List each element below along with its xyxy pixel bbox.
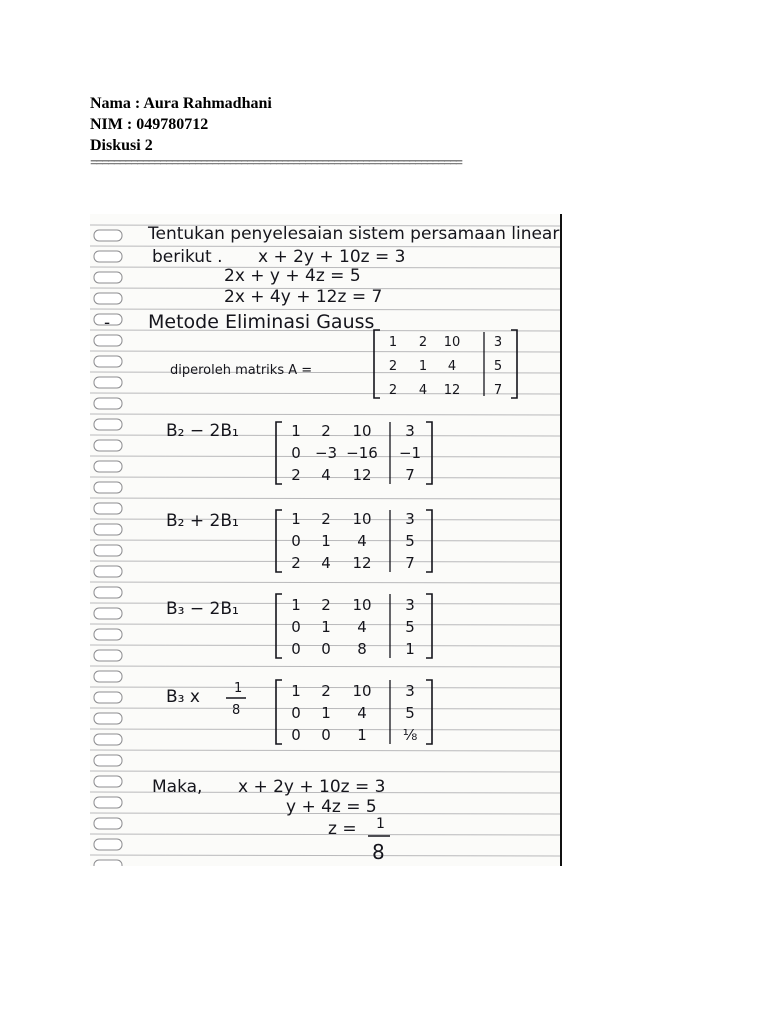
binder-hole <box>94 734 122 745</box>
notebook-drawing <box>90 214 560 866</box>
ruled-line <box>90 498 560 499</box>
matrix-cell: 1 <box>321 704 331 722</box>
binder-hole <box>94 692 122 703</box>
binder-hole <box>94 335 122 346</box>
step-4-operation: B₃ x <box>166 687 200 707</box>
matrix-cell: 1 <box>291 596 301 614</box>
matrix-cell: 1 <box>321 618 331 636</box>
matrix-cell: 5 <box>405 704 415 722</box>
notebook-page-photo <box>90 214 562 866</box>
binder-hole <box>94 713 122 724</box>
binder-hole <box>94 587 122 598</box>
binder-hole <box>94 797 122 808</box>
matrix-cell: 7 <box>405 466 415 484</box>
matrix-cell: 1 <box>291 682 301 700</box>
matrix-cell: 1 <box>388 335 398 350</box>
ruled-line <box>90 414 560 415</box>
ruled-line <box>90 771 560 772</box>
result-equation-1: x + 2y + 10z = 3 <box>238 777 386 797</box>
binder-hole <box>94 545 122 556</box>
step-2-operation: B₂ + 2B₁ <box>166 511 239 531</box>
ruled-line <box>90 666 560 667</box>
separator-line: ================================================================ <box>90 156 461 171</box>
matrix-cell: 10 <box>352 510 372 528</box>
matrix-cell: 4 <box>321 554 331 572</box>
student-name: Nama : Aura Rahmadhani <box>90 95 272 112</box>
matrix-cell: 0 <box>291 444 301 462</box>
binder-hole <box>94 272 122 283</box>
ruled-line <box>90 309 560 310</box>
binder-hole <box>94 671 122 682</box>
result-fraction <box>368 816 390 864</box>
matrix-a <box>374 330 517 398</box>
matrix-cell: 10 <box>352 422 372 440</box>
matrix-cell: 0 <box>291 618 301 636</box>
matrix-cell: 5 <box>493 359 503 374</box>
matrix-cell: 2 <box>291 554 301 572</box>
matrix-cell: 2 <box>321 422 331 440</box>
step-1-cells <box>291 422 421 484</box>
step-4-cells <box>291 682 417 744</box>
step-4-fraction <box>226 681 246 718</box>
matrix-cell: 7 <box>405 554 415 572</box>
matrix-cell: 12 <box>443 383 461 398</box>
matrix-cell: 3 <box>405 682 415 700</box>
step-3-matrix <box>276 594 432 658</box>
matrix-cell: 2 <box>291 466 301 484</box>
step-3-cells <box>291 596 415 658</box>
equation-2: 2x + y + 4z = 5 <box>224 266 361 286</box>
ruled-line <box>90 351 560 352</box>
intro-line-2: berikut . <box>152 247 223 267</box>
matrix-cell: 2 <box>418 335 428 350</box>
student-nim: NIM : 049780712 <box>90 116 209 133</box>
ruled-line <box>90 372 560 373</box>
discussion-title: Diskusi 2 <box>90 137 153 154</box>
matrix-cell: 5 <box>405 532 415 550</box>
equation-1: x + 2y + 10z = 3 <box>258 247 406 267</box>
binder-hole <box>94 629 122 640</box>
binder-hole <box>94 818 122 829</box>
ruled-line <box>90 750 560 751</box>
matrix-cell: 2 <box>388 383 398 398</box>
result-label: Maka, <box>152 777 203 797</box>
step-4-matrix <box>276 680 432 744</box>
binder-hole <box>94 776 122 787</box>
matrix-cell: 5 <box>405 618 415 636</box>
binder-hole <box>94 482 122 493</box>
matrix-cell: 4 <box>357 704 367 722</box>
ruled-line <box>90 834 560 835</box>
ruled-line <box>90 855 560 856</box>
matrix-cell: 1 <box>418 359 428 374</box>
binder-hole <box>94 293 122 304</box>
matrix-cell: 0 <box>291 532 301 550</box>
matrix-cell: 10 <box>352 596 372 614</box>
step-1-matrix <box>276 422 432 484</box>
method-bullet: - <box>104 313 111 333</box>
matrix-cell: −3 <box>314 444 338 462</box>
document-header <box>90 93 690 172</box>
step-1-operation: B₂ − 2B₁ <box>166 421 239 441</box>
matrix-cell: −16 <box>346 444 378 462</box>
binder-hole <box>94 398 122 409</box>
matrix-intro: diperoleh matriks A = <box>170 363 313 378</box>
binder-hole <box>94 461 122 472</box>
matrix-cell: 3 <box>405 422 415 440</box>
matrix-cell: 4 <box>357 532 367 550</box>
matrix-cell: 1 <box>357 726 367 744</box>
matrix-cell: 2 <box>321 596 331 614</box>
matrix-cell: 4 <box>357 618 367 636</box>
matrix-cell: 10 <box>443 335 461 350</box>
matrix-cell: 1 <box>291 510 301 528</box>
binder-hole <box>94 650 122 661</box>
matrix-cell: ⅛ <box>402 726 418 744</box>
matrix-cell: 12 <box>352 554 372 572</box>
matrix-cell: 1 <box>321 532 331 550</box>
result-fraction-numerator: 1 <box>376 816 385 832</box>
binder-hole <box>94 440 122 451</box>
matrix-cell: 2 <box>388 359 398 374</box>
binder-hole <box>94 860 122 866</box>
matrix-cell: 0 <box>321 640 331 658</box>
matrix-cell: 1 <box>405 640 415 658</box>
binder-hole <box>94 566 122 577</box>
binder-hole <box>94 839 122 850</box>
binder-hole <box>94 419 122 430</box>
equation-3: 2x + 4y + 12z = 7 <box>224 287 383 307</box>
matrix-cell: 0 <box>321 726 331 744</box>
step-4-fraction-numerator: 1 <box>234 681 243 696</box>
matrix-a-cells <box>389 335 502 398</box>
step-3-operation: B₃ − 2B₁ <box>166 599 239 619</box>
matrix-cell: 3 <box>405 510 415 528</box>
binder-hole <box>94 251 122 262</box>
matrix-cell: 0 <box>291 726 301 744</box>
matrix-cell: 7 <box>493 383 503 398</box>
matrix-cell: 4 <box>447 359 457 374</box>
ruled-line <box>90 393 560 394</box>
result-fraction-denominator: 8 <box>372 840 385 864</box>
step-4-fraction-denominator: 8 <box>232 703 241 718</box>
matrix-cell: 2 <box>321 510 331 528</box>
binder-hole <box>94 377 122 388</box>
binder-hole <box>94 755 122 766</box>
matrix-cell: 12 <box>352 466 372 484</box>
binder-hole <box>94 503 122 514</box>
matrix-cell: 8 <box>357 640 367 658</box>
binder-hole <box>94 356 122 367</box>
result-equation-2: y + 4z = 5 <box>286 797 377 817</box>
result-equation-3: z = <box>328 819 357 839</box>
binder-hole <box>94 608 122 619</box>
method-title: Metode Eliminasi Gauss <box>148 311 375 333</box>
matrix-cell: 0 <box>291 640 301 658</box>
matrix-cell: 4 <box>418 383 428 398</box>
matrix-cell: 3 <box>405 596 415 614</box>
matrix-cell: −1 <box>398 444 422 462</box>
binder-hole <box>94 524 122 535</box>
matrix-cell: 4 <box>321 466 331 484</box>
matrix-cell: 3 <box>493 335 503 350</box>
intro-line-1: Tentukan penyelesaian sistem persamaan linear <box>148 224 560 244</box>
matrix-cell: 10 <box>352 682 372 700</box>
matrix-cell: 2 <box>321 682 331 700</box>
binder-hole <box>94 230 122 241</box>
matrix-cell: 1 <box>291 422 301 440</box>
ruled-line <box>90 582 560 583</box>
matrix-cell: 0 <box>291 704 301 722</box>
